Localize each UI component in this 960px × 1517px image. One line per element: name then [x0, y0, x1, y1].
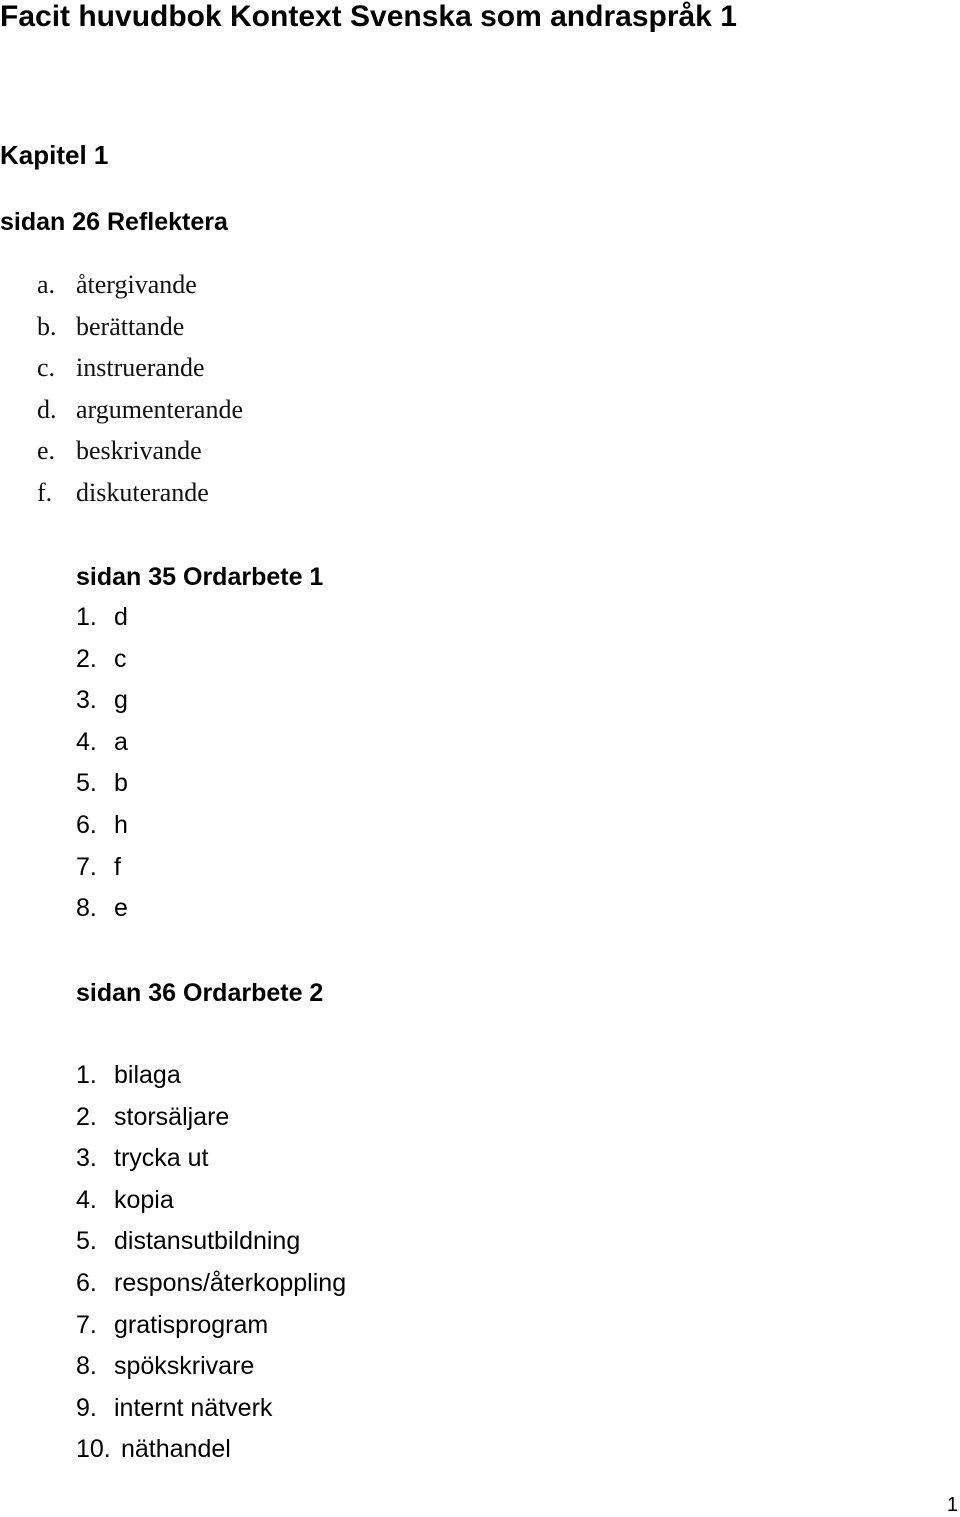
- section-heading-ordarbete-2: sidan 36 Ordarbete 2: [76, 979, 324, 1007]
- answer-text: spökskrivare: [114, 1352, 255, 1381]
- list-item: [76, 763, 128, 805]
- list-marker: 8.: [76, 1352, 97, 1381]
- list-item: [37, 306, 243, 348]
- list-marker: 4.: [76, 1185, 97, 1214]
- list-item: [76, 1429, 346, 1471]
- list-marker: 8.: [76, 894, 97, 923]
- section-heading-ordarbete-1: sidan 35 Ordarbete 1: [76, 563, 324, 591]
- list-item: [76, 1388, 346, 1430]
- list-item: [76, 1097, 346, 1139]
- list-marker: 7.: [76, 852, 97, 881]
- list-item: [76, 680, 128, 722]
- list-marker: a.: [37, 270, 56, 299]
- list-marker: e.: [37, 436, 56, 466]
- answer-list-ordarbete-2: [76, 1055, 346, 1471]
- answer-text: d: [114, 603, 128, 631]
- answer-text: storsäljare: [114, 1102, 230, 1131]
- list-item: [37, 472, 243, 514]
- list-item: [76, 1138, 346, 1180]
- list-marker: 5.: [76, 1227, 97, 1256]
- answer-text: g: [114, 686, 128, 715]
- list-marker: b.: [37, 311, 57, 341]
- list-marker: 10.: [76, 1435, 111, 1464]
- list-marker: f.: [37, 477, 53, 507]
- list-item: [76, 1221, 346, 1263]
- answer-text: gratisprogram: [114, 1310, 269, 1339]
- list-item: [76, 1055, 346, 1097]
- answer-text: a: [114, 727, 128, 756]
- list-item: [76, 805, 128, 847]
- answer-text: beskrivande: [76, 436, 202, 466]
- list-item: [76, 888, 128, 930]
- answer-text: distansutbildning: [114, 1227, 301, 1256]
- list-marker: 2.: [76, 1102, 97, 1131]
- answer-text: kopia: [114, 1185, 174, 1214]
- answer-text: f: [114, 852, 121, 881]
- answer-list-ordarbete-1: [76, 597, 128, 930]
- list-marker: 2.: [76, 644, 97, 673]
- list-marker: 7.: [76, 1310, 97, 1339]
- answer-text: näthandel: [121, 1435, 231, 1464]
- answer-text: instruerande: [76, 353, 205, 383]
- list-marker: c.: [37, 353, 56, 383]
- answer-text: trycka ut: [114, 1144, 209, 1173]
- answer-list-reflektera: [37, 264, 243, 514]
- answer-text: respons/återkoppling: [114, 1268, 347, 1297]
- list-item: [76, 1346, 346, 1388]
- section-heading-reflektera: sidan 26 Reflektera: [0, 208, 228, 236]
- list-marker: 5.: [76, 769, 97, 798]
- list-item: [37, 389, 243, 431]
- answer-text: bilaga: [114, 1061, 181, 1089]
- list-marker: 1.: [76, 1061, 97, 1089]
- answer-text: b: [114, 769, 128, 798]
- list-marker: 9.: [76, 1393, 97, 1422]
- answer-text: diskuterande: [76, 477, 209, 507]
- page-number: 1: [946, 1494, 958, 1516]
- list-marker: 6.: [76, 810, 97, 839]
- list-marker: 1.: [76, 603, 97, 631]
- list-item: [76, 1180, 346, 1222]
- list-item: [37, 347, 243, 389]
- list-marker: 4.: [76, 727, 97, 756]
- list-item: [37, 430, 243, 472]
- answer-text: c: [114, 644, 127, 673]
- answer-text: återgivande: [76, 270, 197, 299]
- list-item: [76, 597, 128, 639]
- answer-text: e: [114, 894, 128, 923]
- document-title: Facit huvudbok Kontext Svenska som andraspråk 1: [0, 0, 737, 33]
- list-marker: 3.: [76, 686, 97, 715]
- list-item: [76, 639, 128, 681]
- list-item: [76, 1263, 346, 1305]
- list-item: [76, 847, 128, 889]
- chapter-heading: Kapitel 1: [0, 140, 109, 170]
- list-marker: 6.: [76, 1268, 97, 1297]
- answer-text: internt nätverk: [114, 1393, 273, 1422]
- list-marker: 3.: [76, 1144, 97, 1173]
- list-marker: d.: [37, 394, 57, 424]
- list-item: [37, 264, 243, 306]
- list-item: [76, 1305, 346, 1347]
- list-item: [76, 722, 128, 764]
- answer-text: h: [114, 810, 128, 839]
- answer-text: berättande: [76, 311, 185, 341]
- answer-text: argumenterande: [76, 394, 243, 424]
